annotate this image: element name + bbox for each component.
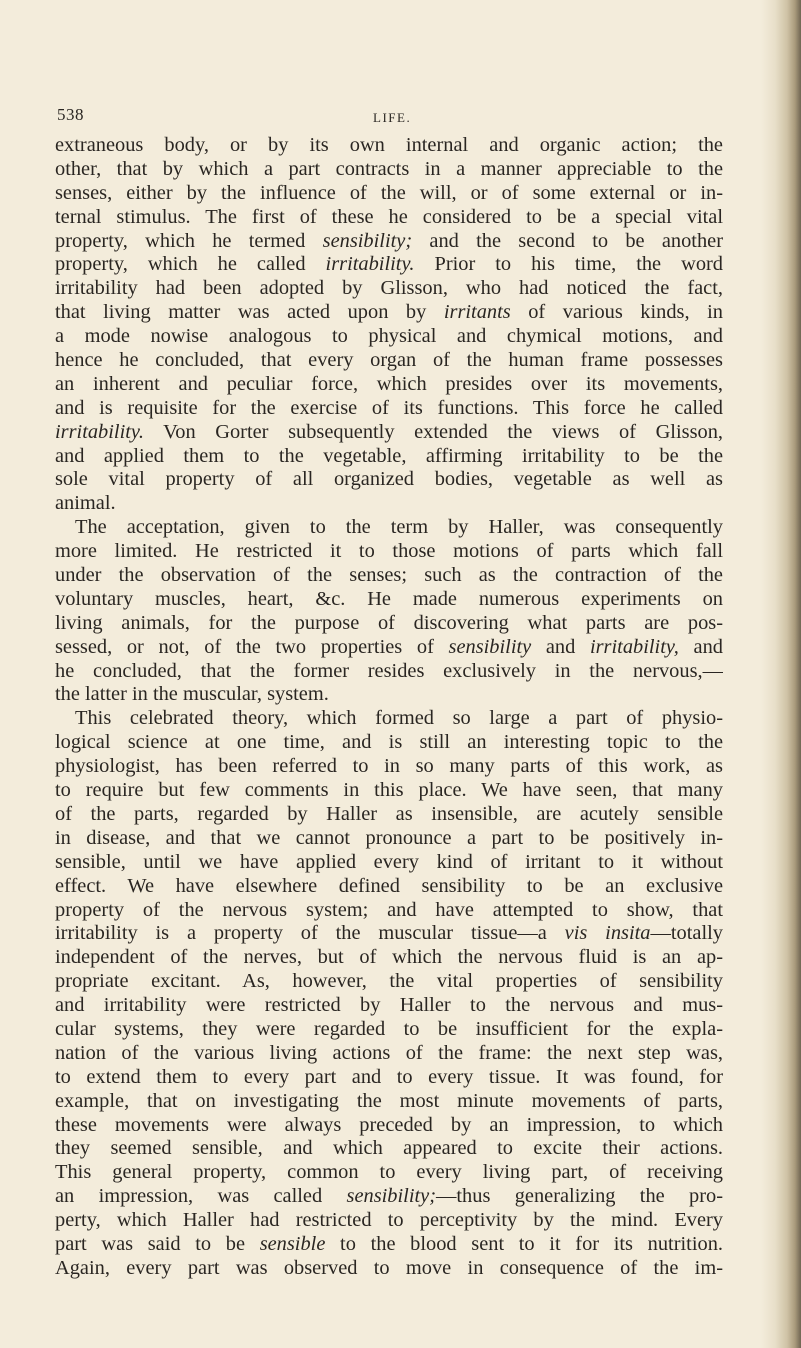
text-line: sensible, until we have applied every kind of irritant to it without	[55, 850, 723, 873]
text-line: that living matter was acted upon by irritants of various kinds, in	[55, 301, 723, 324]
body-text	[55, 134, 723, 1281]
text-line: the latter in the muscular, system.	[55, 683, 329, 706]
text-line: propriate excitant. As, however, the vital properties of sensibility	[55, 970, 723, 993]
text-line: part was said to be sensible to the blood sent to it for its nutrition.	[55, 1232, 723, 1255]
text-line: animal.	[55, 492, 116, 515]
text-line: extraneous body, or by its own internal and organic action; the	[55, 134, 723, 156]
text-line: irritability is a property of the muscular tissue—a vis insita—totally	[55, 922, 723, 945]
text-line: effect. We have elsewhere defined sensibility to be an exclusive	[55, 874, 723, 897]
text-line: ternal stimulus. The first of these he considered to be a special vital	[55, 205, 723, 228]
text-line: cular systems, they were regarded to be insufficient for the expla-	[55, 1017, 723, 1040]
text-line: hence he concluded, that every organ of the human frame possesses	[55, 349, 723, 372]
page-edge-shadow	[761, 0, 801, 1348]
text-line: and applied them to the vegetable, affirming irritability to be the	[55, 444, 723, 467]
text-line: an inherent and peculiar force, which presides over its movements,	[55, 372, 723, 395]
text-line: irritability had been adopted by Glisson, who had noticed the fact,	[55, 277, 723, 300]
page-number: 538	[57, 105, 84, 124]
text-line: living animals, for the purpose of discovering what parts are pos-	[55, 611, 723, 634]
text-line: perty, which Haller had restricted to perceptivity by the mind. Every	[55, 1209, 723, 1232]
text-line: to require but few comments in this place. We have seen, that many	[55, 779, 723, 802]
text-line: more limited. He restricted it to those motions of parts which fall	[55, 540, 723, 563]
text-line: example, that on investigating the most minute movements of parts,	[55, 1089, 723, 1112]
running-head: LIFE.	[373, 110, 412, 125]
text-line: nation of the various living actions of the frame: the next step was,	[55, 1041, 723, 1064]
text-line: The acceptation, given to the term by Haller, was consequently	[75, 516, 723, 539]
text-line: he concluded, that the former resides exclusively in the nervous,—	[55, 659, 723, 682]
text-line: a mode nowise analogous to physical and chymical motions, and	[55, 325, 723, 348]
text-line: logical science at one time, and is still an interesting topic to the	[55, 731, 723, 754]
text-line: sessed, or not, of the two properties of sensibility and irritability, and	[55, 635, 723, 658]
text-line: property, which he termed sensibility; and the second to be another	[55, 229, 723, 252]
text-line: and irritability were restricted by Haller to the nervous and mus-	[55, 994, 723, 1017]
text-line: independent of the nerves, but of which the nervous fluid is an ap-	[55, 946, 723, 969]
text-line: physiologist, has been referred to in so many parts of this work, as	[55, 755, 723, 778]
text-line: This celebrated theory, which formed so large a part of physio-	[75, 707, 723, 730]
text-line: Again, every part was observed to move in consequence of the im-	[55, 1256, 723, 1279]
text-line: other, that by which a part contracts in a manner appreciable to the	[55, 157, 723, 180]
text-line: irritability. Von Gorter subsequently extended the views of Glisson,	[55, 420, 723, 443]
text-line: these movements were always preceded by an impression, to which	[55, 1113, 723, 1136]
text-line: under the observation of the senses; such as the contraction of the	[55, 564, 723, 587]
text-line: property of the nervous system; and have attempted to show, that	[55, 898, 723, 921]
text-line: and is requisite for the exercise of its functions. This force he called	[55, 396, 723, 419]
text-line: an impression, was called sensibility;—thus generalizing the pro-	[55, 1185, 723, 1208]
text-line: voluntary muscles, heart, &c. He made numerous experiments on	[55, 587, 723, 610]
text-line: This general property, common to every living part, of receiving	[55, 1161, 723, 1184]
text-line: property, which he called irritability. Prior to his time, the word	[55, 253, 723, 276]
text-line: sole vital property of all organized bodies, vegetable as well as	[55, 468, 723, 491]
text-line: in disease, and that we cannot pronounce a part to be positively in-	[55, 826, 723, 849]
text-line: they seemed sensible, and which appeared to excite their actions.	[55, 1137, 723, 1160]
text-line: of the parts, regarded by Haller as insensible, are acutely sensible	[55, 802, 723, 825]
text-line: senses, either by the influence of the will, or of some external or in-	[55, 181, 723, 204]
text-line: to extend them to every part and to every tissue. It was found, for	[55, 1065, 723, 1088]
